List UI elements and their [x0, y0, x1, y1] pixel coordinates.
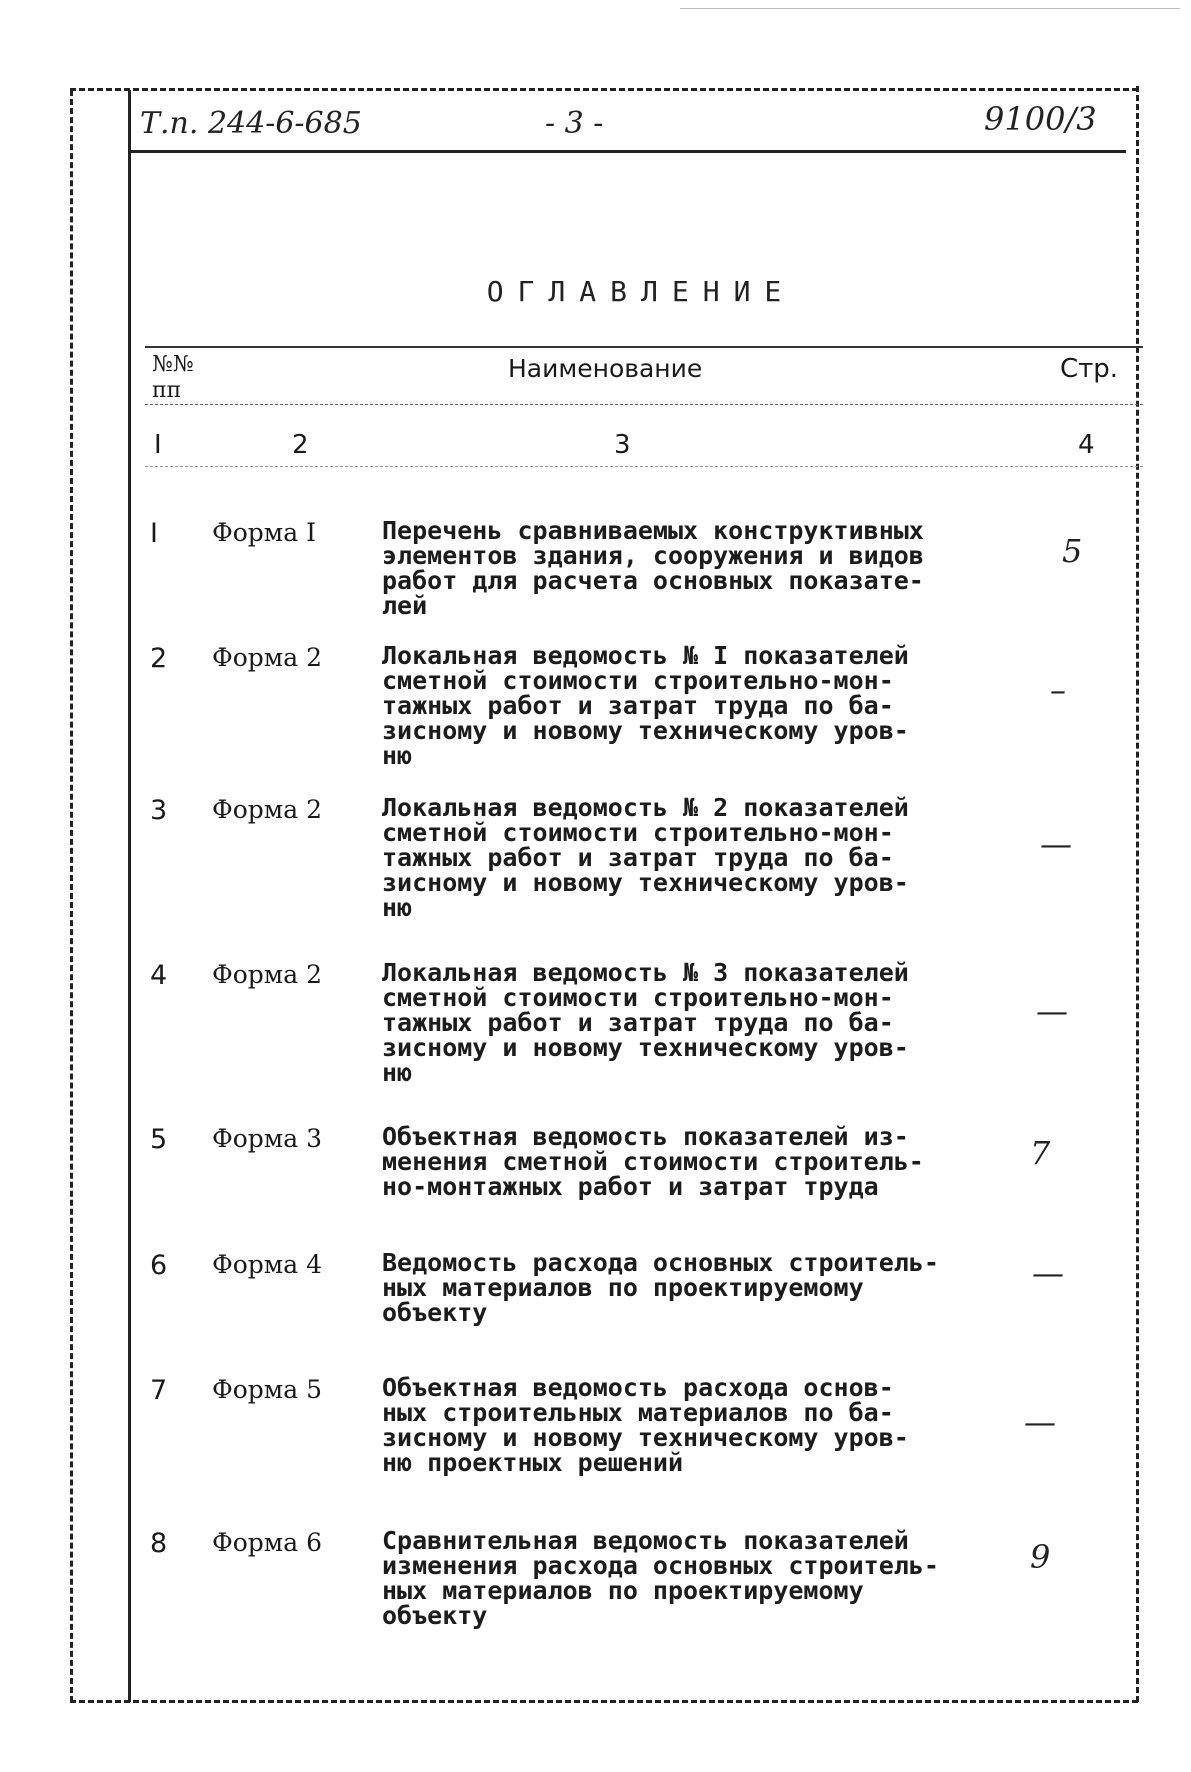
row-page: — [1036, 992, 1068, 1030]
row-page: 5 [1062, 532, 1083, 570]
row-number: 8 [150, 1528, 168, 1559]
table-numbers-rule [145, 466, 1143, 467]
row-title: Сравнительная ведомость показателей изменения расхода основных строитель- ных материалов по проектируемому объекту [382, 1526, 939, 1630]
table-header-rule [145, 404, 1143, 405]
row-number: 5 [150, 1124, 168, 1155]
row-form: Форма 2 [212, 795, 323, 824]
row-number: 3 [150, 795, 168, 826]
header-page: Стр. [1060, 354, 1119, 384]
row-form: Форма 2 [212, 643, 323, 672]
row-number: I [150, 518, 158, 549]
row-page: 7 [1030, 1134, 1051, 1172]
row-page: — [1040, 825, 1072, 863]
column-number-2: 2 [292, 430, 309, 460]
page-number: - 3 - [545, 106, 604, 141]
header-number: №№ пп [152, 352, 194, 403]
row-number: 4 [150, 960, 168, 991]
row-title: Перечень сравниваемых конструктивных элементов здания, сооружения и видов работ для расчета основных показате- лей [382, 516, 924, 620]
row-page: 9 [1030, 1538, 1051, 1576]
column-number-4: 4 [1078, 430, 1095, 460]
row-page: — [1024, 1403, 1056, 1441]
frame-top-border [70, 88, 1138, 91]
row-title: Объектная ведомость расхода основ- ных строительных материалов по ба- зисному и новому техническому уров- ню проектных решений [382, 1373, 909, 1477]
column-number-3: 3 [614, 430, 631, 460]
row-title: Локальная ведомость № I показателей сметной стоимости строительно-мон- тажных работ и затрат труда по ба- зисному и новому техническому уров- ню [382, 641, 909, 770]
stamp-underline [128, 150, 1126, 153]
page-title: ОГЛАВЛЕНИЕ [486, 275, 796, 308]
table-top-rule [145, 346, 1143, 348]
row-page: — [1032, 1254, 1064, 1292]
row-form: Форма 6 [212, 1528, 323, 1557]
row-form: Форма 5 [212, 1375, 323, 1404]
row-title: Локальная ведомость № 2 показателей сметной стоимости строительно-мон- тажных работ и затрат труда по ба- зисному и новому техническому уров- ню [382, 793, 909, 922]
header-name: Наименование [508, 354, 703, 383]
project-code: Т.п. 244-6-685 [140, 106, 362, 141]
frame-right-border [1136, 86, 1139, 1702]
row-title: Объектная ведомость показателей из- менения сметной стоимости строитель- но-монтажных работ и затрат труда [382, 1122, 924, 1201]
row-title: Ведомость расхода основных строитель- ных материалов по проектируемому объекту [382, 1248, 939, 1327]
row-number: 7 [150, 1375, 168, 1406]
frame-left-inner-border [128, 90, 131, 1702]
row-number: 2 [150, 643, 168, 674]
frame-left-outer-border [70, 90, 73, 1702]
row-form: Форма 4 [212, 1250, 323, 1279]
sheet-code: 9100/3 [984, 100, 1097, 138]
row-form: Форма 3 [212, 1124, 323, 1153]
frame-bottom-border [70, 1700, 1138, 1703]
row-form: Форма 2 [212, 960, 323, 989]
row-form: Форма I [212, 518, 316, 547]
row-number: 6 [150, 1250, 168, 1281]
row-page: – [1050, 671, 1066, 709]
column-number-1: I [154, 430, 162, 460]
top-edge-rule [680, 8, 1180, 9]
row-title: Локальная ведомость № 3 показателей сметной стоимости строительно-мон- тажных работ и затрат труда по ба- зисному и новому техническому уров- ню [382, 958, 909, 1087]
